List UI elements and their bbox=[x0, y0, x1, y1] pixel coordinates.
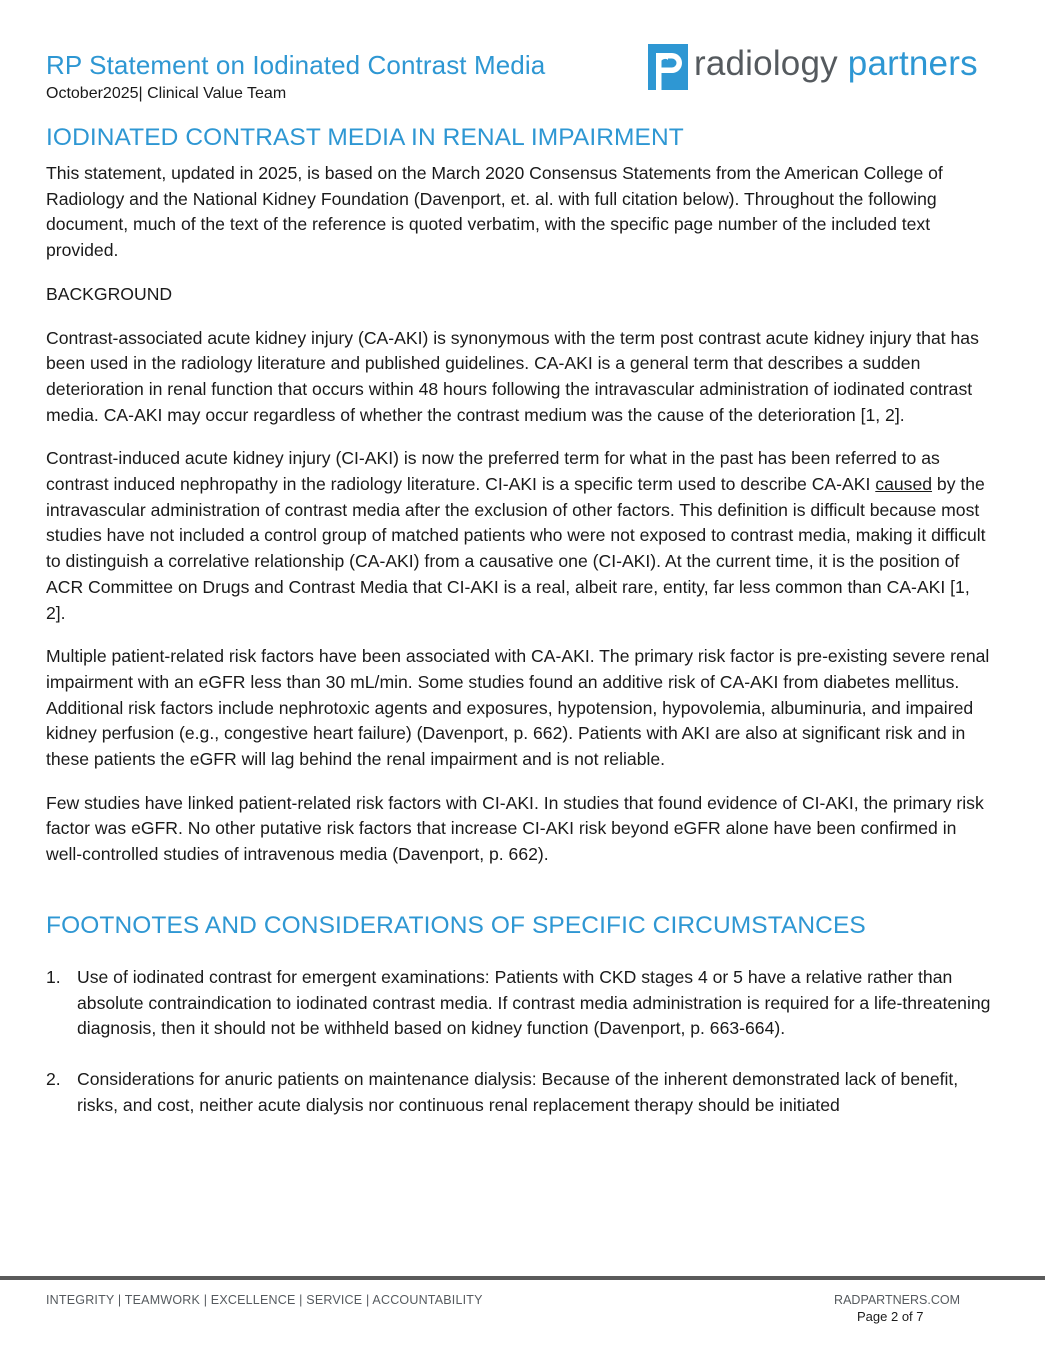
document-subtitle: October2025| Clinical Value Team bbox=[46, 85, 287, 102]
list-item bbox=[46, 1067, 992, 1118]
intro-paragraph: This statement, updated in 2025, is based on the March 2020 Consensus Statements from the American College of Radiology and the National Kidney Foundation (Davenport, et. al. with full citation below). Throughout the following document, much of the text of the reference is quoted verbatim, with the specific page number of the included text provided. bbox=[46, 163, 943, 261]
rp-logo-mark-icon bbox=[648, 44, 688, 90]
page-number: Page 2 of 7 bbox=[857, 1309, 924, 1324]
ca-aki-paragraph: Contrast-associated acute kidney injury (CA-AKI) is synonymous with the term post contrast acute kidney injury that has been used in the radiology literature and published guidelines. CA-AKI is a general term that describes a sudden deterioration in renal function that occurs within 48 hours following the intravascular administration of iodinated contrast media. CA-AKI may occur regardless of whether the contrast medium was the cause of the deterioration [1, 2]. bbox=[46, 327, 979, 425]
ci-aki-underlined-word: caused bbox=[875, 474, 933, 495]
document-title: RP Statement on Iodinated Contrast Media bbox=[46, 50, 546, 80]
ci-aki-text-end: by the intravascular administration of contrast media after the exclusion of other factors. This definition is difficult because most studies have not included a control group of matched patients who were not exposed to contrast media, making it difficult to distinguish a correlative relationship (CA-AKI) from a causative one (CI-AKI). At the current time, it is the position of ACR Committee on Drugs and Contrast Media that CI-AKI is a real, albeit rare, entity, far less common than CA-AKI [1, 2]. bbox=[46, 474, 986, 623]
footnotes-list bbox=[46, 965, 992, 1119]
footer-website: RADPARTNERS.COM bbox=[834, 1293, 960, 1307]
list-item-number: 2. bbox=[46, 1068, 61, 1089]
page-header bbox=[46, 44, 1006, 120]
footer-divider bbox=[0, 1276, 1045, 1280]
footer-values: INTEGRITY | TEAMWORK | EXCELLENCE | SERVICE | ACCOUNTABILITY bbox=[46, 1293, 483, 1307]
ci-aki-text-start: Contrast-induced acute kidney injury (CI-AKI) is now the preferred term for what in the past has been referred to as contrast induced nephropathy in the radiology literature. CI-AKI is a specific term used to describe CA-AKI bbox=[46, 448, 940, 495]
logo-word-partners: partners bbox=[847, 44, 978, 83]
list-item bbox=[46, 965, 992, 1042]
ci-aki-risk-paragraph: Few studies have linked patient-related risk factors with CI-AKI. In studies that found evidence of CI-AKI, the primary risk factor was eGFR. No other putative risk factors that increase CI-AKI risk beyond eGFR alone have been confirmed in well-controlled studies of intravenous media (Davenport, p. 662). bbox=[46, 792, 984, 865]
logo-word-radiology: radiology bbox=[694, 44, 838, 83]
logo-wordmark bbox=[694, 44, 978, 84]
section-heading-footnotes: FOOTNOTES AND CONSIDERATIONS OF SPECIFIC CIRCUMSTANCES bbox=[46, 911, 866, 939]
list-item-number: 1. bbox=[46, 966, 61, 987]
section-heading-renal-impairment: IODINATED CONTRAST MEDIA IN RENAL IMPAIRMENT bbox=[46, 124, 684, 151]
radiology-partners-logo bbox=[648, 44, 993, 94]
risk-factors-paragraph: Multiple patient-related risk factors have been associated with CA-AKI. The primary risk factor is pre-existing severe renal impairment with an eGFR less than 30 mL/min. Some studies found an additive risk of CA-AKI from diabetes mellitus. Additional risk factors include nephrotoxic agents and exposures, hypotension, hypovolemia, albuminuria, and impaired kidney perfusion (e.g., congestive heart failure) (Davenport, p. 662). Patients with AKI are also at significant risk and in these patients the eGFR will lag behind the renal impairment and is not reliable. bbox=[46, 646, 990, 770]
list-item-text: Considerations for anuric patients on maintenance dialysis: Because of the inherent demonstrated lack of benefit, risks, and cost, neither acute dialysis nor continuous renal replacement therapy should be initiated bbox=[77, 1068, 959, 1115]
document-body bbox=[46, 124, 992, 1118]
background-label: BACKGROUND bbox=[46, 283, 173, 304]
ci-aki-paragraph bbox=[46, 446, 992, 626]
footer-right bbox=[760, 1293, 960, 1324]
list-item-text: Use of iodinated contrast for emergent examinations: Patients with CKD stages 4 or 5 have a relative rather than absolute contraindication to iodinated contrast media. If contrast media administration is required for a life-threatening diagnosis, then it should not be withheld based on kidney function (Davenport, p. 663-664). bbox=[77, 966, 991, 1039]
